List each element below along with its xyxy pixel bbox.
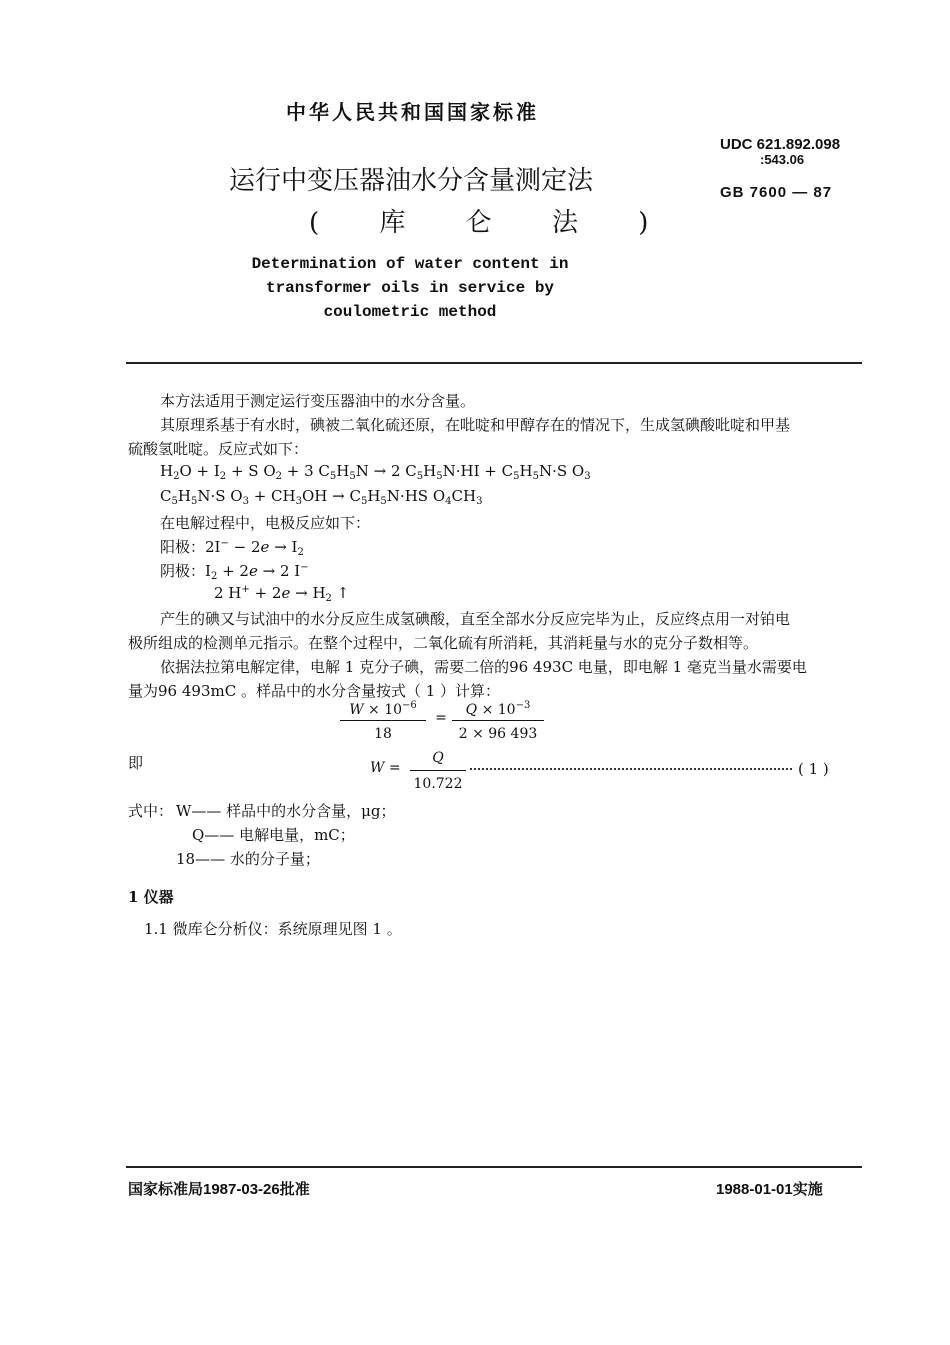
title-chinese: 运行中变压器油水分含量测定法 — [229, 166, 594, 196]
variables-intro: 式中： — [128, 802, 174, 820]
gb-number: GB 7600 — 87 — [720, 184, 833, 201]
iodine-paragraph-line1: 产生的碘又与试油中的水分反应生成氢碘酸，直至全部水分反应完毕为止，反应终点用一对铂电 — [160, 610, 791, 628]
cathode-equation: 阴极：$I_2 + 2e \to 2$ I− — [160, 562, 309, 582]
leader-dots — [470, 768, 792, 770]
principle-paragraph-line1: 其原理系基于有水时，碘被二氧化硫还原，在吡啶和甲醇存在的情况下，生成氢碘酸吡啶和甲基 — [160, 416, 791, 434]
variable-w: W—— 样品中的水分含量，μg； — [176, 802, 396, 820]
standard-organization: 中华人民共和国国家标准 — [286, 100, 539, 124]
electrode-intro: 在电解过程中，电极反应如下： — [160, 514, 371, 532]
scope-paragraph: 本方法适用于测定运行变压器油中的水分含量。 — [160, 392, 476, 410]
anode-label: 阳极： — [160, 538, 206, 556]
title-english: Determination of water content in transformer oils in service by coulometric method — [251, 255, 569, 321]
w-equals: W = — [370, 760, 401, 776]
effective-date: 1988-01-01实施 — [716, 1181, 823, 1198]
equation-number: ( 1 ) — [798, 760, 829, 778]
anode-equation: 阳极：$2I^- - 2e \to I_2$ — [160, 538, 304, 558]
equals-sign: = — [435, 710, 447, 726]
frac3-numerator — [410, 750, 466, 766]
frac1-numerator: $W \times 10^{-6}$ — [349, 700, 417, 718]
frac3-denominator: 10.722 — [413, 776, 463, 792]
frac2-numerator: $Q \times 10^{-3}$ — [465, 700, 531, 718]
frac2-denominator: 2 × 96 493 — [458, 726, 538, 742]
footer-divider — [126, 1166, 862, 1168]
udc-code: UDC 621.892.098 — [720, 136, 841, 153]
variable-18: 18—— 水的分子量； — [176, 850, 320, 868]
iodine-paragraph-line2: 极所组成的检测单元指示。在整个过程中，二氧化硫有所消耗，其消耗量与水的克分子数相等。 — [128, 634, 759, 652]
udc-code-continued: :543.06 — [760, 152, 805, 167]
faraday-paragraph-line2: 量为96 493mC 。样品中的水分含量按式（ 1 ）计算： — [128, 682, 501, 700]
principle-paragraph-line2: 硫酸氢吡啶。反应式如下： — [128, 440, 309, 458]
subtitle-chinese: ( 库 仑 法 ) — [309, 208, 675, 238]
frac3-numerator-text: Q — [432, 750, 444, 766]
cathode-label: 阴极： — [160, 562, 206, 580]
frac1-bar — [340, 720, 426, 721]
reaction-equation-2: $C_5H_5N\cdot S$ $O_3 + CH_3OH \to C_5H_5N\cdot HS$ $O_4CH_3$ — [160, 487, 483, 507]
approval-date: 国家标准局1987-03-26批准 — [128, 1181, 310, 1198]
frac1-denominator: 18 — [374, 726, 392, 742]
header-divider — [126, 362, 862, 364]
section-1-1: 1.1 微库仑分析仪：系统原理见图 1 。 — [144, 920, 402, 938]
section-1-heading: 1 仪器 — [128, 888, 174, 906]
frac3-bar — [410, 770, 466, 771]
faraday-paragraph-line1: 依据法拉第电解定律，电解 1 克分子碘，需要二倍的96 493C 电量，即电解 1 毫克当量水需要电 — [160, 658, 807, 676]
cathode-equation-2: 2 $H^+ + 2e \to H_2$ ↑ — [214, 584, 350, 604]
variable-q: Q—— 电解电量，mC； — [192, 826, 355, 844]
frac2-bar — [452, 720, 544, 721]
reaction-equation-1: $H_2O + I_2 + S$ $O_2 + 3$ $C_5H_5N \to 2$ $C_5H_5N\cdot HI + C_5H_5N\cdot S$ $O_3$ — [160, 462, 591, 482]
equation-ji: 即 — [128, 754, 144, 772]
